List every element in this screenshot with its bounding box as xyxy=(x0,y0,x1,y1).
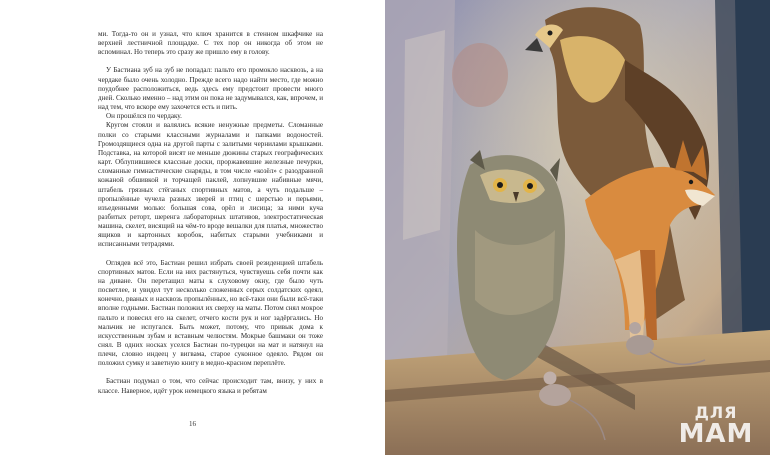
paragraph: Бастиан подумал о том, что сейчас происходит там, внизу, у них в классе. Наверное, идёт урок немецкого языка и ребятам xyxy=(98,377,323,395)
watermark-line2: МАМ xyxy=(678,419,754,449)
paragraph: Оглядев всё это, Бастиан решил избрать своей резиденцией штабель спортивных матов. Если на них растянуться, чувствуешь себя почти как на диване. Он перетащил маты к слуховому окну, где было чуть посветлее, и увидел тут несколько сложенных серых солдатских одеял, конечно, рваных и насквозь пропылённых, но всё-таки они были всё-таки вполне годными. Бастиан положил их сверху на маты. Потом снял мокрое пальто и повесил его на скелет, отчего кости рук и ног задёргались. Но мальчик не испугался. Быть может, потому, что привык дома к искусственным зубам и вставным челюстям. Мокрые башмаки он тоже снял. В одних носках уселся Бастиан по-турецки на мат и натянул на плечи, словно индеец у вигвама, старое суконное одеяло. Рядом он положил сумку и заветную книгу в медно-красном переплёте. xyxy=(98,258,323,368)
watermark-logo xyxy=(676,405,756,447)
illustration xyxy=(385,0,770,455)
paragraph: Кругом стояли и валялись всякие ненужные предметы. Сломанные полки со старыми классными журналами и папками водоностей. Громоздящиеся одна на другой парты с залитыми чернилами крышками. Подставка, на которой висят не меньше дюжины старых географических карт. Облупившиеся классные доски, проржавевшие железные печурки, сломанные гимнастические снаряды, в том числе «козёл» с разодранной кожаной обшивкой и торчащей паклей, лопнувшие набивные мячи, штабель грязных стёганых спортивных матов, а чуть подальше – пропылённые чучела разных зверей и птиц с шерстью и перьями, изъеденными молью: большая сова, орёл и лисица; за ними куча разбитых реторт, шеренга лабораторных штативов, электростатическая машина, скелет, висящий на чём-то вроде вешалки для платья, множество ящиков и картонных коробок, набитых старыми учебниками и исписанными тетрадями. xyxy=(98,121,323,249)
body-text xyxy=(98,30,323,396)
page-number: 16 xyxy=(189,420,196,428)
paragraph: У Бастиана зуб на зуб не попадал: пальто его промокло насквозь, а на чердаке было очень холодно. Прежде всего надо найти место, где можно поудобнее расположиться, ведь здесь ему предстоит провести много дней. Сколько именно – над этим он пока не задумывался, как, впрочем, и над тем, что вскоре ему захочется есть и пить. xyxy=(98,66,323,112)
paragraph: Он прошёлся по чердаку. xyxy=(106,112,182,121)
watermark-line1: ДЛЯ xyxy=(694,403,738,422)
painting xyxy=(385,0,770,455)
paragraph: ми. Тогда-то он и узнал, что ключ хранится в стенном шкафчике на верхней лестничной площадке. С тех пор он никогда об этом не вспоминал. Но теперь это сразу же пришло ему в голову. xyxy=(98,30,323,57)
